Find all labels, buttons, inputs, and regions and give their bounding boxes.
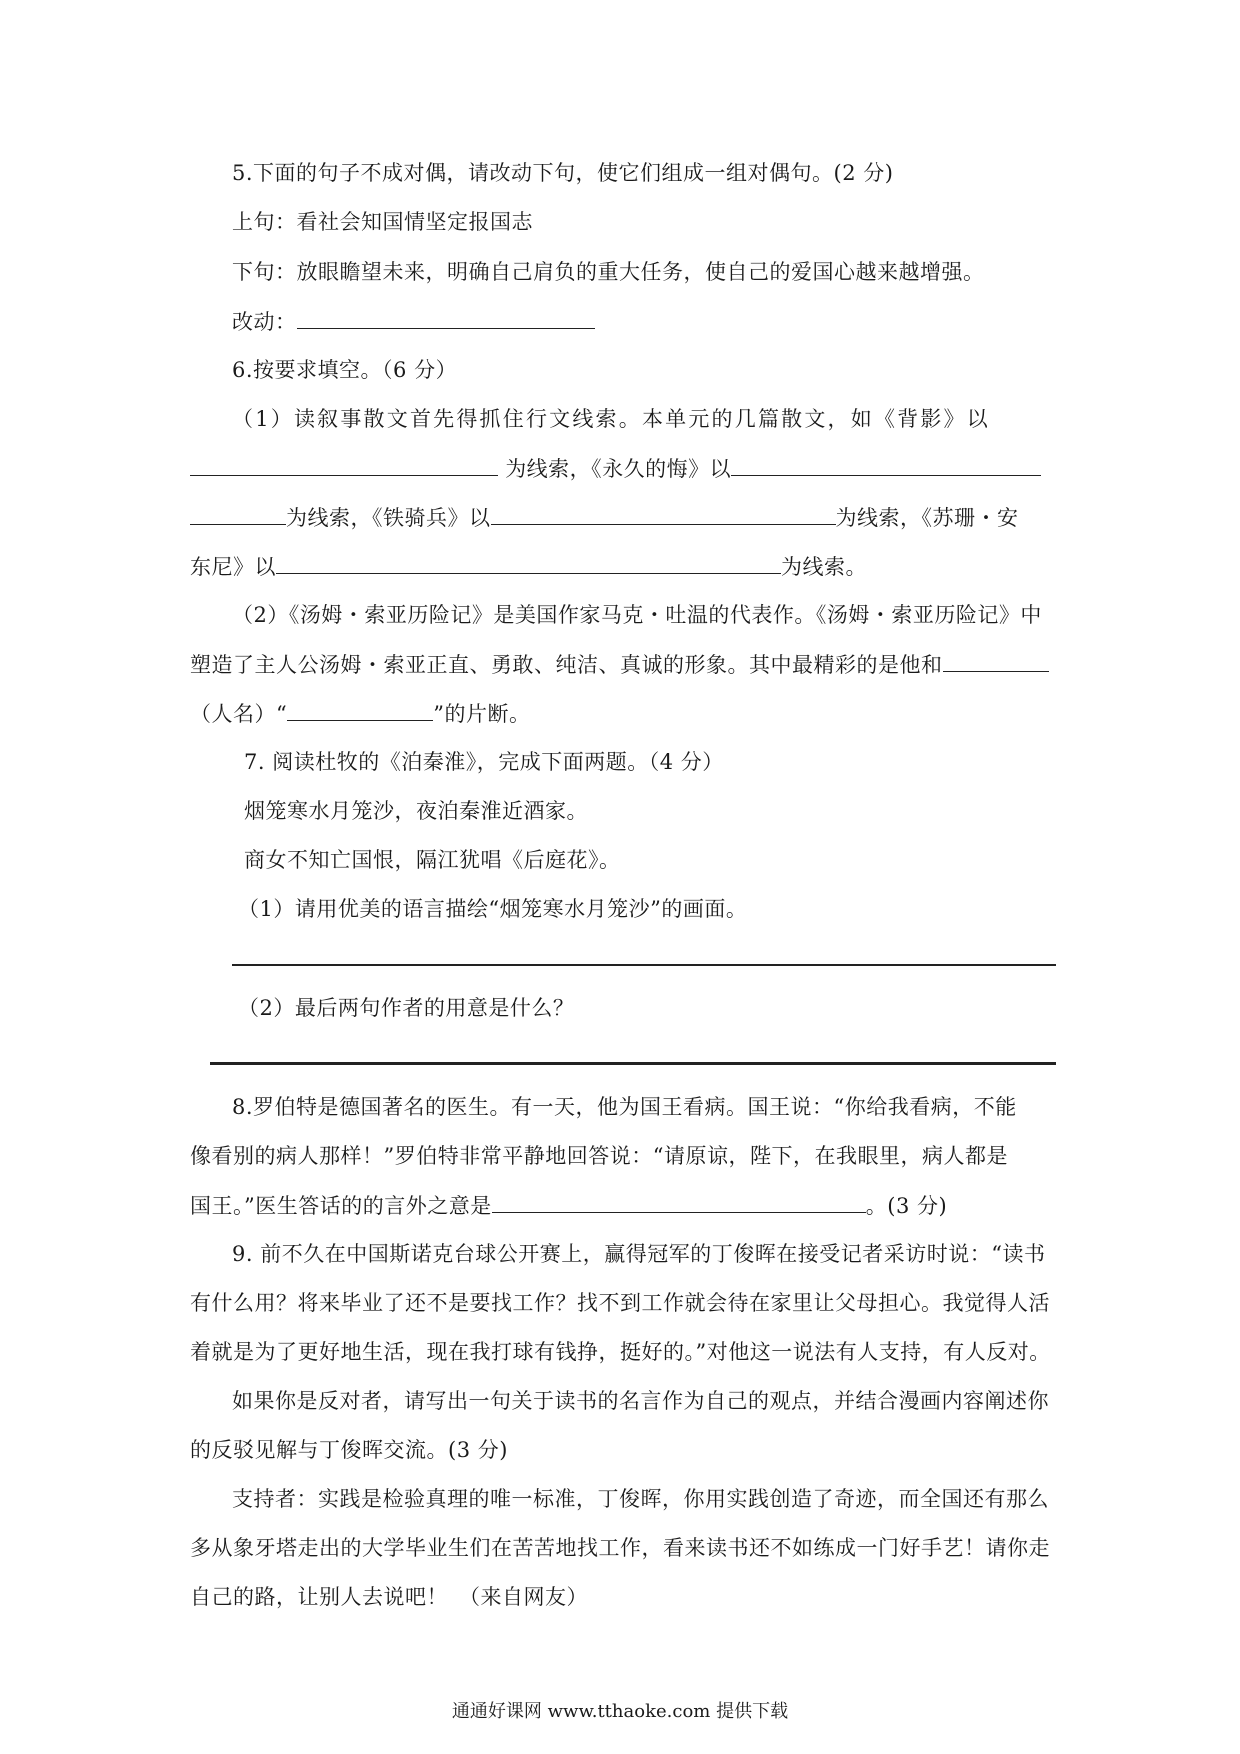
q7-title: 7. 阅读杜牧的《泊秦淮》，完成下面两题。（4 分） [244,750,724,774]
q6-blank-beiying[interactable] [190,453,498,476]
q7-sub1: （1）请用优美的语言描绘“烟笼寒水月笼沙”的画面。 [238,897,748,921]
q6-blank-person-name[interactable] [943,649,1049,672]
q7-sub1-answer-line[interactable] [232,964,1056,966]
q6-title: 6.按要求填空。（6 分） [232,358,458,382]
q6-p1-line1: （1）读叙事散文首先得抓住行文线索。本单元的几篇散文，如《背影》以 [232,407,990,431]
q6-p1-line2: 为线索，《永久的悔》以 [190,453,1041,484]
q8-line2: 像看别的病人那样！”罗伯特非常平静地回答说：“请原谅，陛下，在我眼里，病人都是 [190,1144,1008,1168]
q9-line4: 如果你是反对者，请写出一句关于读书的名言作为自己的观点，并结合漫画内容阐述你 [232,1389,1049,1413]
q7-sub2: （2）最后两句作者的用意是什么？ [238,996,575,1020]
q6-blank-susan[interactable] [276,551,781,574]
q9-line5: 的反驳见解与丁俊晖交流。(3 分) [190,1438,508,1462]
q6-p1-line4: 东尼》以 为线索。 [190,551,867,582]
q5-upper-sentence: 上句：看社会知国情坚定报国志 [232,210,533,234]
q5-title: 5.下面的句子不成对偶，请改动下句，使它们组成一组对偶句。(2 分) [232,161,894,185]
q8-line3: 国王。”医生答话的的言外之意是 。(3 分) [190,1190,947,1221]
q5-change-label: 改动： [232,310,297,334]
q8-answer-blank[interactable] [492,1190,866,1213]
q6-blank-episode[interactable] [287,698,433,721]
page-footer: 通通好课网 www.tthaoke.com 提供下载 [451,1701,789,1722]
q6-blank-yongjiu[interactable] [731,453,1041,476]
q5-change-row [232,306,595,337]
q7-poem-line2: 商女不知亡国恨，隔江犹唱《后庭花》。 [244,848,621,872]
q6-blank-tieqibing[interactable] [491,502,836,525]
q9-line7: 多从象牙塔走出的大学毕业生们在苦苦地找工作，看来读书还不如练成一门好手艺！请你走 [190,1536,1050,1560]
q9-line1: 9. 前不久在中国斯诺克台球公开赛上，赢得冠军的丁俊晖在接受记者采访时说：“读书 [232,1242,1046,1266]
q7-sub2-answer-line[interactable] [210,1062,1056,1065]
q6-p2-line3: （人名）“ ”的片断。 [190,698,531,729]
q5-lower-sentence: 下句：放眼瞻望未来，明确自己肩负的重大任务，使自己的爱国心越来越增强。 [232,260,985,284]
q7-poem-line1: 烟笼寒水月笼沙，夜泊秦淮近酒家。 [244,799,588,823]
q9-line3: 着就是为了更好地生活，现在我打球有钱挣，挺好的。”对他这一说法有人支持，有人反对。 [190,1340,1051,1364]
q8-line1: 8.罗伯特是德国著名的医生。有一天，他为国王看病。国王说：“你给我看病，不能 [232,1095,1017,1119]
q9-line2: 有什么用？将来毕业了还不是要找工作？找不到工作就会待在家里让父母担心。我觉得人活 [190,1291,1050,1315]
q9-line8: 自己的路，让别人去说吧！ （来自网友） [190,1585,588,1609]
q9-line6: 支持者：实践是检验真理的唯一标准，丁俊晖，你用实践创造了奇迹，而全国还有那么 [232,1487,1049,1511]
q6-p2-line2: 塑造了主人公汤姆・索亚正直、勇敢、纯洁、真诚的形象。其中最精彩的是他和 [190,649,1049,680]
q6-blank-yongjiu-cont[interactable] [190,502,286,525]
q6-p1-line3: 为线索，《铁骑兵》以 为线索，《苏珊・安 [190,502,1019,533]
q5-answer-blank[interactable] [297,306,595,329]
q6-p2-line1: （2）《汤姆・索亚历险记》是美国作家马克・吐温的代表作。《汤姆・索亚历险记》中 [232,603,1042,627]
